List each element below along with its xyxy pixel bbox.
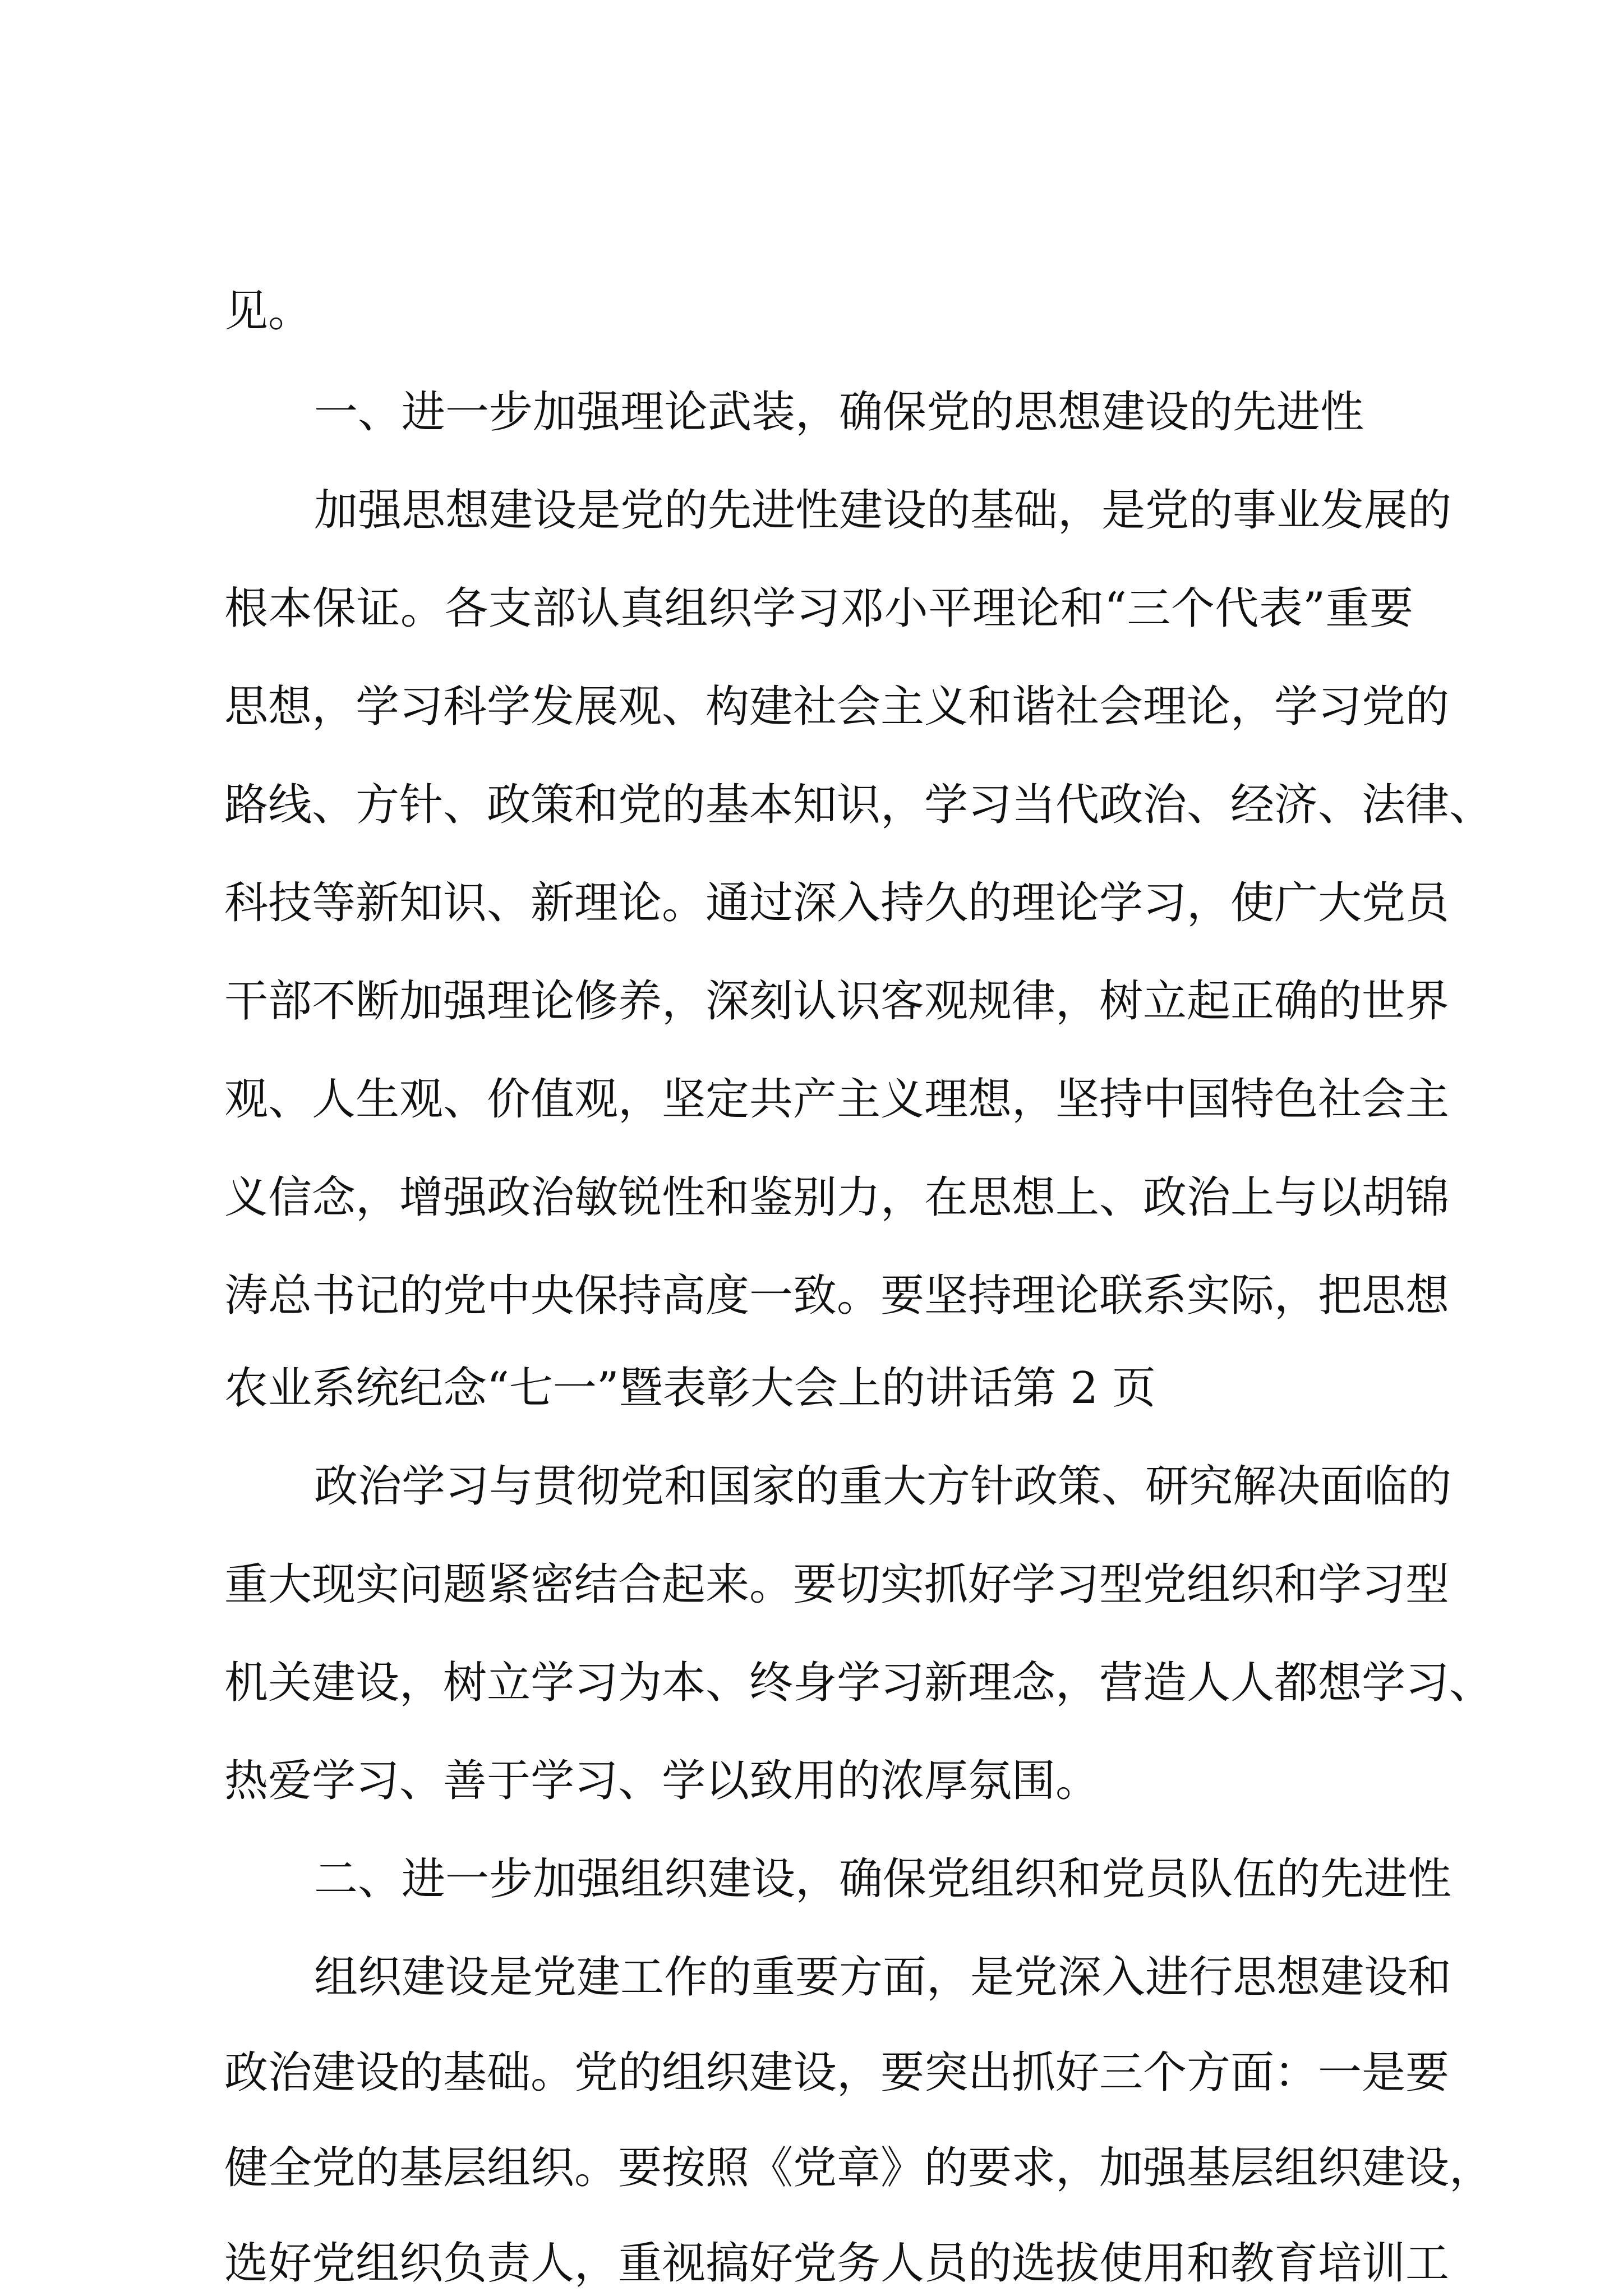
- text-line: 机关建设，树立学习为本、终身学习新理念，营造人人都想学习、: [224, 1658, 1493, 1708]
- text-line: 健全党的基层组织。要按照《党章》的要求，加强基层组织建设，: [224, 2143, 1493, 2193]
- text-line: 加强思想建设是党的先进性建设的基础，是党的事业发展的: [314, 485, 1452, 536]
- text-line: 义信念，增强政治敏锐性和鉴别力，在思想上、政治上与以胡锦: [224, 1172, 1450, 1223]
- text-line: 热爱学习、善于学习、学以致用的浓厚氛围。: [224, 1756, 1100, 1806]
- section-heading: 一、进一步加强理论武装，确保党的思想建设的先进性: [314, 387, 1364, 438]
- text-line: 政治学习与贯彻党和国家的重大方针政策、研究解决面临的: [314, 1461, 1452, 1512]
- text-line: 选好党组织负责人，重视搞好党务人员的选拔使用和教育培训工: [224, 2238, 1450, 2289]
- text-line: 见。: [224, 286, 312, 337]
- text-line: 组织建设是党建工作的重要方面，是党深入进行思想建设和: [314, 1952, 1452, 2003]
- text-line: 观、人生观、价值观，坚定共产主义理想，坚持中国特色社会主: [224, 1074, 1450, 1125]
- text-line: 路线、方针、政策和党的基本知识，学习当代政治、经济、法律、: [224, 780, 1493, 830]
- text-line: 科技等新知识、新理论。通过深入持久的理论学习，使广大党员: [224, 878, 1450, 928]
- text-line: 政治建设的基础。党的组织建设，要突出抓好三个方面：一是要: [224, 2047, 1450, 2098]
- text-line: 思想，学习科学发展观、构建社会主义和谐社会理论，学习党的: [224, 682, 1450, 732]
- text-line: 涛总书记的党中央保持高度一致。要坚持理论联系实际，把思想: [224, 1271, 1450, 1321]
- text-line: 干部不断加强理论修养，深刻认识客观规律，树立起正确的世界: [224, 976, 1450, 1027]
- running-title-line: 农业系统纪念“七一”暨表彰大会上的讲话第 2 页: [224, 1363, 1156, 1414]
- text-line: 根本保证。各支部认真组织学习邓小平理论和“三个代表”重要: [224, 583, 1413, 634]
- text-line: 重大现实问题紧密结合起来。要切实抓好学习型党组织和学习型: [224, 1559, 1450, 1610]
- section-heading: 二、进一步加强组织建设，确保党组织和党员队伍的先进性: [314, 1854, 1452, 1904]
